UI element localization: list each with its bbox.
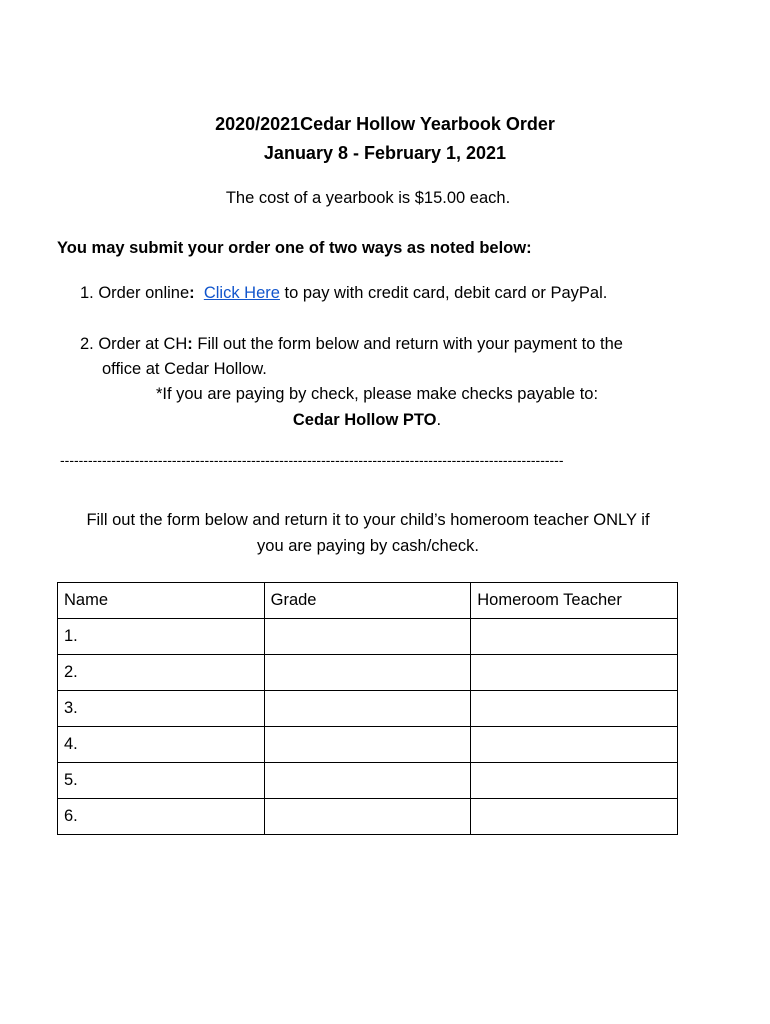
table-header-row xyxy=(58,583,678,619)
grade-cell[interactable] xyxy=(264,655,471,691)
name-cell[interactable]: 2. xyxy=(58,655,265,691)
teacher-cell[interactable] xyxy=(471,727,678,763)
grade-cell[interactable] xyxy=(264,799,471,835)
header-name: Name xyxy=(58,583,265,619)
payee-period: . xyxy=(436,411,442,429)
option-ch-desc-line2: office at Cedar Hollow. xyxy=(102,360,267,378)
table-row xyxy=(58,799,678,835)
grade-cell[interactable] xyxy=(264,691,471,727)
option-ch-colon: : xyxy=(187,335,193,353)
teacher-cell[interactable] xyxy=(471,655,678,691)
option-ch-desc: Fill out the form below and return with your payment to the xyxy=(192,335,623,353)
option-ch-label: 2. Order at CH xyxy=(80,335,188,353)
table-row xyxy=(58,691,678,727)
table-row xyxy=(58,763,678,799)
header-grade: Grade xyxy=(264,583,471,619)
order-dates: January 8 - February 1, 2021 xyxy=(263,143,507,163)
click-here-link[interactable]: Click Here xyxy=(203,284,280,302)
teacher-cell[interactable] xyxy=(471,799,678,835)
order-table xyxy=(57,582,678,835)
name-cell[interactable]: 5. xyxy=(58,763,265,799)
instructions-line2: you are paying by cash/check. xyxy=(257,537,479,555)
option-ch xyxy=(80,335,623,354)
grade-cell[interactable] xyxy=(264,727,471,763)
payee-line xyxy=(0,411,734,430)
table-row xyxy=(58,727,678,763)
option-online-label: 1. Order online xyxy=(80,284,190,302)
grade-cell[interactable] xyxy=(264,619,471,655)
instructions-line1: Fill out the form below and return it to your child’s homeroom teacher ONLY if xyxy=(86,511,650,529)
name-cell[interactable]: 6. xyxy=(58,799,265,835)
teacher-cell[interactable] xyxy=(471,619,678,655)
divider-line: ------------------------------------------------------------------------------------------------------------ xyxy=(60,452,564,468)
payee-name: Cedar Hollow PTO xyxy=(292,411,437,429)
header-homeroom-teacher: Homeroom Teacher xyxy=(471,583,678,619)
teacher-cell[interactable] xyxy=(471,691,678,727)
form-title: 2020/2021Cedar Hollow Yearbook Order xyxy=(215,114,555,134)
ways-heading: You may submit your order one of two ways as noted below: xyxy=(57,239,532,257)
teacher-cell[interactable] xyxy=(471,763,678,799)
cost-text: The cost of a yearbook is $15.00 each. xyxy=(225,189,511,207)
name-cell[interactable]: 3. xyxy=(58,691,265,727)
grade-cell[interactable] xyxy=(264,763,471,799)
name-cell[interactable]: 1. xyxy=(58,619,265,655)
table-row xyxy=(58,619,678,655)
table-row xyxy=(58,655,678,691)
check-note: *If you are paying by check, please make checks payable to: xyxy=(155,385,599,403)
option-online-colon: : xyxy=(189,284,195,302)
name-cell[interactable]: 4. xyxy=(58,727,265,763)
option-online xyxy=(80,284,607,303)
option-online-desc: to pay with credit card, debit card or PayPal. xyxy=(279,284,608,302)
